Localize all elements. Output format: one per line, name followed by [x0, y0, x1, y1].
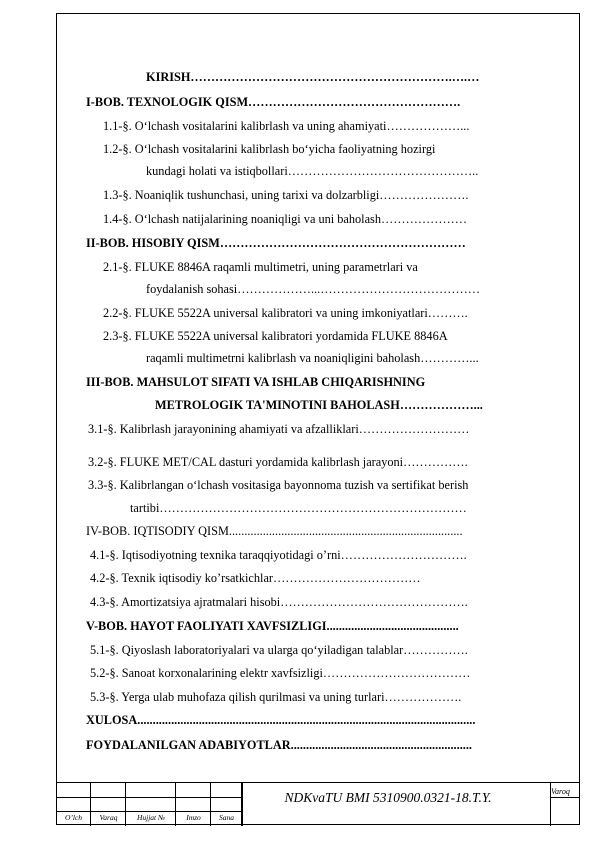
toc-chapter-4: IV-BOB. IQTISODIY QISM............................................................................	[86, 524, 463, 538]
toc-section-5-2: 5.2-§. Sanoat korxonalarining elektr xavfsizligi………………………………	[90, 666, 471, 680]
toc-chapter-1: I-BOB. TEXNOLOGIK QISM…………………………………………….	[86, 95, 461, 109]
toc-section-1-3: 1.3-§. Noaniqlik tushunchasi, uning tarixi va dolzarbligi………………….	[103, 188, 469, 202]
toc-section-5-3: 5.3-§. Yerga ulab muhofaza qilish qurilmasi va uning turlari……………….	[90, 690, 462, 704]
document-code: NDKvaTU BMI 5310900.0321-18.T.Y.	[284, 790, 492, 805]
stamp-label-varoq: Varoq	[551, 787, 570, 796]
toc-section-3-1: 3.1-§. Kalibrlash jarayonining ahamiyati va afzalliklari………………………	[88, 422, 470, 436]
stamp-label-imzo: Imzo	[186, 813, 201, 822]
toc-section-1-2: 1.2-§. O‘lchash vositalarini kalibrlash bo‘yicha faoliyatning hozirgi	[103, 142, 436, 156]
toc-section-2-2: 2.2-§. FLUKE 5522A universal kalibratori va uning imkoniyatlari……….	[103, 306, 468, 320]
toc-section-4-1: 4.1-§. Iqtisodiyotning texnika taraqqiyotidagi o’rni………………………….	[90, 548, 467, 562]
toc-section-2-1: 2.1-§. FLUKE 8846A raqamli multimetri, uning parametrlari va	[103, 260, 418, 274]
toc-section-2-3: 2.3-§. FLUKE 5522A universal kalibratori yordamida FLUKE 8846A	[103, 329, 448, 343]
toc-section-1-1: 1.1-§. O‘lchash vositalarini kalibrlash va uning ahamiyati………………...	[103, 119, 470, 133]
toc-section-2-3-cont: raqamli multimetrni kalibrlash va noaniqligini baholash…………...	[146, 351, 479, 365]
toc-section-4-2: 4.2-§. Texnik iqtisodiy ko’rsatkichlar………………………………	[90, 571, 421, 585]
toc-section-1-2-cont: kundagi holati va istiqbollari………………………………………..	[146, 164, 479, 178]
toc-section-3-3-cont: tartibi…………………………………………………………………	[130, 501, 467, 515]
toc-section-4-3: 4.3-§. Amortizatsiya ajratmalari hisobi……………………………………….	[90, 595, 468, 609]
toc-references: FOYDALANILGAN ADABIYOTLAR...........................................................	[86, 738, 473, 752]
toc-chapter-5: V-BOB. HAYOT FAOLIYATI XAVFSIZLIGI...........................................	[86, 619, 459, 633]
toc-section-3-2: 3.2-§. FLUKE MET/CAL dasturi yordamida kalibrlash jarayoni…………….	[88, 455, 468, 469]
stamp-label-olch: O’lch	[64, 813, 83, 822]
toc-conclusion: XULOSA..............................................................................................................	[86, 713, 476, 727]
stamp-label-varaq: Varaq	[99, 813, 118, 822]
stamp-label-hujjat: Hujjat №	[136, 813, 166, 822]
toc-chapter-3-cont: METROLOGIK TA'MINOTINI BAHOLASH………………...	[155, 398, 483, 412]
toc-section-3-3: 3.3-§. Kalibrlangan o‘lchash vositasiga bayonnoma tuzish va sertifikat berish	[88, 478, 469, 492]
toc-entry-kirish: KIRISH……………………………………………………….….…	[146, 70, 480, 84]
toc-section-2-1-cont: foydalanish sohasi………………...…………………………………	[146, 282, 481, 296]
toc-section-5-1: 5.1-§. Qiyoslash laboratoriyalari va ularga qo‘yiladigan talablar…………….	[90, 643, 468, 657]
toc-section-1-4: 1.4-§. O‘lchash natijalarining noaniqligi va uni baholash…………………	[103, 212, 468, 226]
toc-chapter-2: II-BOB. HISOBIY QISM……………………………………………………	[86, 236, 466, 250]
stamp-label-sana: Sana	[219, 813, 234, 822]
toc-chapter-3: III-BOB. MAHSULOT SIFATI VA ISHLAB CHIQARISHNING	[86, 375, 426, 389]
